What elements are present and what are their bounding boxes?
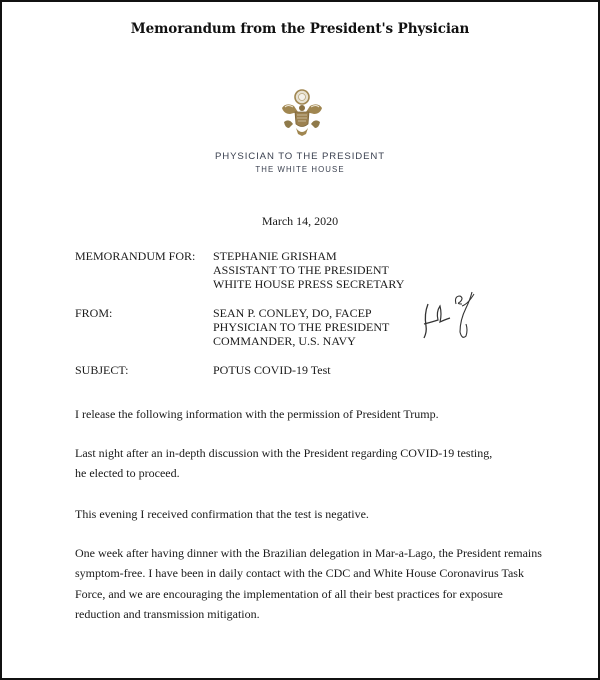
letterhead-office: PHYSICIAN TO THE PRESIDENT — [214, 151, 385, 162]
body-paragraph: One week after having dinner with the Brazilian delegation in Mar-a-Lago, the President remains symptom-free. I have been in daily contact with the CDC and White House Coronavirus Task Force, and we are encouraging the implementation of all their best practices for exposure reduction and transmission mitigation. — [75, 546, 542, 621]
sender-title: PHYSICIAN TO THE PRESIDENT — [213, 320, 390, 334]
subject-label: SUBJECT: — [75, 363, 129, 377]
recipient-role: WHITE HOUSE PRESS SECRETARY — [213, 277, 405, 291]
body-paragraph: Last night after an in-depth discussion with the President regarding COVID-19 testing, he elected to proceed. — [75, 446, 493, 481]
page-title: Memorandum from the President's Physician — [130, 21, 470, 37]
memorandum-for-label: MEMORANDUM FOR: — [75, 249, 196, 263]
handwritten-signature-icon — [420, 286, 482, 346]
subject-value: POTUS COVID-19 Test — [213, 363, 331, 377]
memo-date: March 14, 2020 — [261, 214, 339, 228]
sender-rank: COMMANDER, U.S. NAVY — [213, 334, 356, 348]
sender-name: SEAN P. CONLEY, DO, FACEP — [213, 306, 372, 320]
recipient-title: ASSISTANT TO THE PRESIDENT — [213, 263, 389, 277]
body-paragraph: I release the following information with the permission of President Trump. — [75, 407, 439, 421]
letterhead-organization: THE WHITE HOUSE — [255, 165, 345, 174]
recipient-name: STEPHANIE GRISHAM — [213, 249, 337, 263]
body-paragraph: This evening I received confirmation that the test is negative. — [75, 507, 369, 521]
from-label: FROM: — [75, 306, 113, 320]
great-seal-eagle-icon — [276, 88, 328, 140]
